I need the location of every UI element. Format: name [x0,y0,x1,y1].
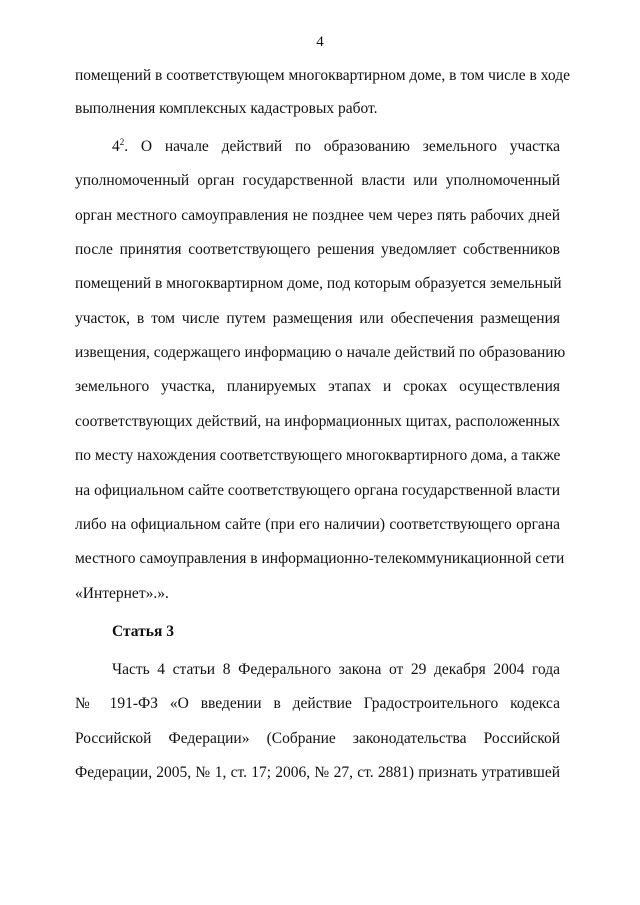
clause-line: местного самоуправления в информационно-телекоммуникационной сети [75,550,565,567]
article-line: Российской Федерации» (Собрание законодательства Российской [75,730,560,747]
clause-line: орган местного самоуправления не позднее чем через пять рабочих дней [75,207,560,224]
clause-line: на официальном сайте соответствующего органа государственной власти [75,482,560,499]
clause-line: извещения, содержащего информацию о начале действий по образованию [75,344,566,361]
clause-line: соответствующих действий, на информационных щитах, расположенных [75,413,560,430]
article-heading: Статья 3 [112,623,174,640]
intro-line: выполнения комплексных кадастровых работ. [75,100,378,117]
clause-number-superscript: 2 [119,136,125,147]
article-line: Федерации, 2005, № 1, ст. 17; 2006, № 27, ст. 2881) признать утратившей [75,764,560,781]
clause-line: участок, в том числе путем размещения или обеспечения размещения [75,310,560,327]
article-first-line: Часть 4 статьи 8 Федерального закона от 29 декабря 2004 года [112,661,560,678]
intro-line: помещений в соответствующем многоквартирном доме, в том числе в ходе [75,67,570,84]
clause-first-line [112,137,560,157]
clause-line: по месту нахождения соответствующего многоквартирного дома, а также [75,447,561,464]
clause-line: земельного участка, планируемых этапах и сроках осуществления [75,378,560,395]
clause-line: «Интернет».». [75,585,169,602]
clause-line: после принятия соответствующего решения уведомляет собственников [75,241,560,258]
clause-line: либо на официальном сайте (при его наличии) соответствующего органа [75,516,560,533]
clause-line: помещений в многоквартирном доме, под которым образуется земельный [75,275,562,292]
clause-first-line-text: . О начале действий по образованию земельного участка [124,138,560,155]
clause-line: уполномоченный орган государственной власти или уполномоченный [75,172,560,189]
page-number: 4 [316,34,324,50]
clause-number: 4 [112,138,120,155]
article-line: № 191-ФЗ «О введении в действие Градостроительного кодекса [75,695,560,712]
